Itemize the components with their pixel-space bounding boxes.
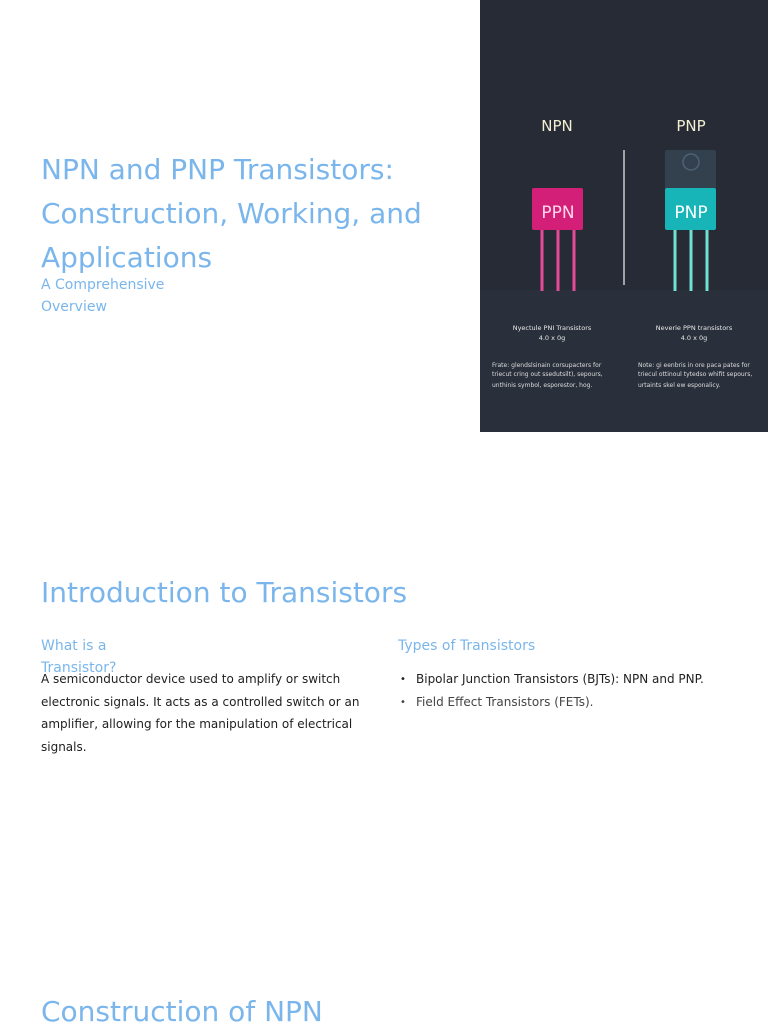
pnp-caption-sub: 4.0 x 0g bbox=[680, 334, 708, 342]
list-item bbox=[398, 668, 738, 691]
transistor-illustration bbox=[480, 0, 768, 432]
types-heading: Types of Transistors bbox=[398, 638, 536, 654]
npn-caption-title: Nyectule PNI Transistors bbox=[512, 324, 592, 332]
page-title: NPN and PNP Transistors: Construction, Working, and Applications bbox=[41, 153, 422, 274]
intro-title: Introduction to Transistors bbox=[41, 576, 408, 609]
pnp-note-line: triecul ottinoul tytedso whifit sepours, bbox=[638, 371, 753, 378]
pnp-note-line: Note: gi eenbris in ore paca pates for bbox=[638, 362, 750, 369]
list-item bbox=[398, 691, 738, 714]
npn-chip-label: PPN bbox=[541, 203, 575, 223]
list-item-text: Field Effect Transistors (FETs). bbox=[416, 695, 594, 709]
pnp-label: PNP bbox=[676, 117, 706, 135]
types-list bbox=[398, 668, 738, 714]
npn-note-line: unthinis symbol, esporestor, hog. bbox=[492, 382, 593, 389]
npn-label: NPN bbox=[541, 117, 573, 135]
npn-note-line: Frate: glendslsinain corsupacters for bbox=[492, 362, 602, 369]
list-item-text: Bipolar Junction Transistors (BJTs): NPN and PNP. bbox=[416, 672, 704, 686]
npn-caption-sub: 4.0 x 0g bbox=[538, 334, 566, 342]
bullet-icon: • bbox=[400, 674, 406, 685]
pnp-chip-label: PNP bbox=[674, 203, 708, 223]
construction-title: Construction of NPN bbox=[41, 995, 323, 1024]
page-subtitle: A Comprehensive Overview bbox=[41, 277, 165, 315]
npn-note-line: triecut cring out ssedutsilt), sepours, bbox=[492, 371, 603, 378]
what-body: A semiconductor device used to amplify or switch electronic signals. It acts as a controlled switch or an amplifier, allowing for the manipulation of electrical signals. bbox=[41, 672, 360, 754]
pnp-note-line: urtaints skel ew esponalicy. bbox=[638, 382, 721, 389]
bullet-icon: • bbox=[400, 697, 406, 708]
pnp-caption-title: Neverie PPN transistors bbox=[655, 324, 733, 332]
what-heading: What is a Transistor? bbox=[41, 638, 117, 676]
